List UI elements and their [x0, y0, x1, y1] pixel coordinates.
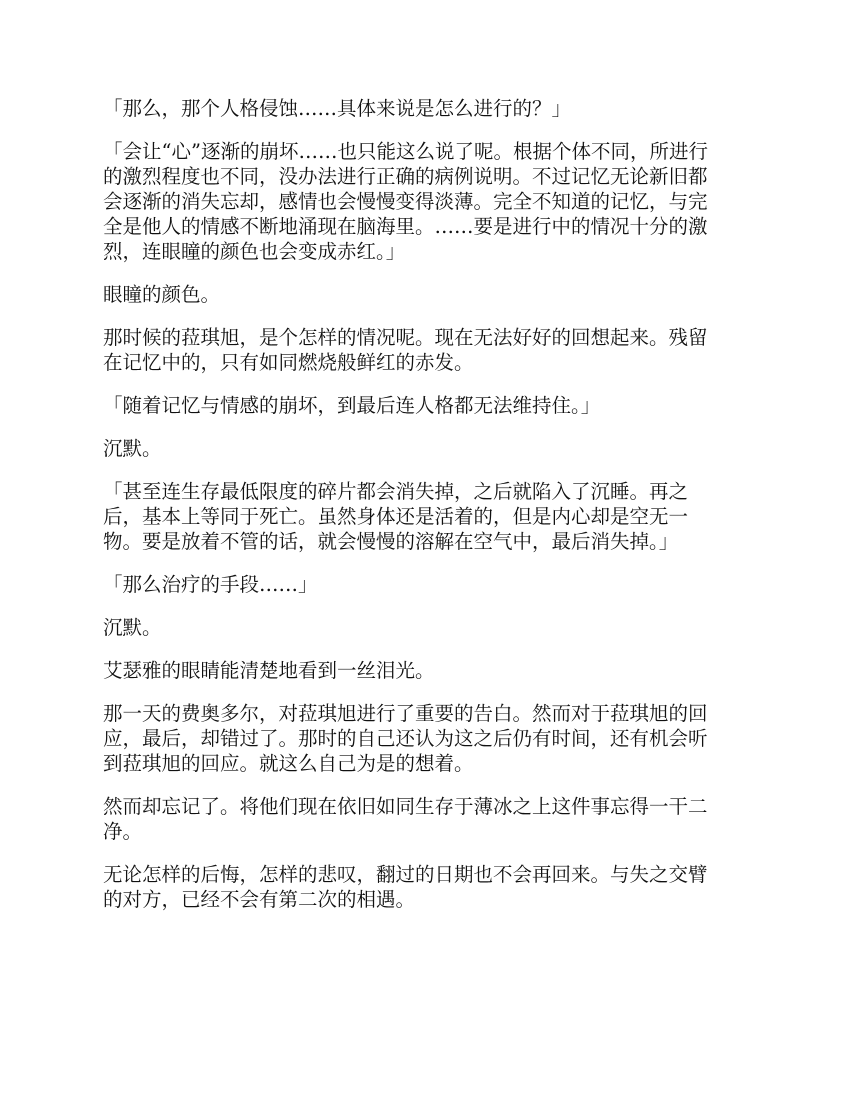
paragraph: 然而却忘记了。将他们现在依旧如同生存于薄冰之上这件事忘得一干二 净。	[103, 795, 708, 843]
paragraph: 「随着记忆与情感的崩坏，到最后连人格都无法维持住。」	[103, 394, 601, 417]
paragraph: 「会让“心”逐渐的崩坏……也只能这么说了呢。根据个体不同，所进行 的激烈程度也不同，没办法进行正确的病例说明。不过记忆无论新旧都 会逐渐的消失忘却，感情也会慢慢变得淡薄。完全不知道的记忆，与完 全是他人的情感不断地涌现在脑海里。……要是进行中的情况十分的激 烈，连眼瞳的颜色也会变成赤红。」	[103, 140, 708, 263]
paragraph: 眼瞳的颜色。	[103, 283, 221, 306]
document-body	[103, 96, 753, 930]
paragraph: 沉默。	[103, 437, 162, 460]
paragraph: 「那么，那个人格侵蚀……具体来说是怎么进行的？」	[103, 97, 572, 120]
paragraph: 无论怎样的后悔，怎样的悲叹，翻过的日期也不会再回来。与失之交臂 的对方，已经不会有第二次的相遇。	[103, 863, 708, 911]
paragraph: 沉默。	[103, 616, 162, 639]
paragraph: 那时候的菈琪旭，是个怎样的情况呢。现在无法好好的回想起来。残留 在记忆中的，只有如同燃烧般鲜红的赤发。	[103, 326, 708, 374]
paragraph: 艾瑟雅的眼睛能清楚地看到一丝泪光。	[103, 659, 435, 682]
paragraph: 那一天的费奥多尔，对菈琪旭进行了重要的告白。然而对于菈琪旭的回 应，最后，却错过了。那时的自己还认为这之后仍有时间，还有机会听 到菈琪旭的回应。就这么自己为是的想着。	[103, 702, 708, 775]
paragraph: 「甚至连生存最低限度的碎片都会消失掉，之后就陷入了沉睡。再之 后，基本上等同于死亡。虽然身体还是活着的，但是内心却是空无一 物。要是放着不管的话，就会慢慢的溶解在空气中，最后消失掉。」	[103, 480, 689, 553]
paragraph: 「那么治疗的手段……」	[103, 573, 318, 596]
